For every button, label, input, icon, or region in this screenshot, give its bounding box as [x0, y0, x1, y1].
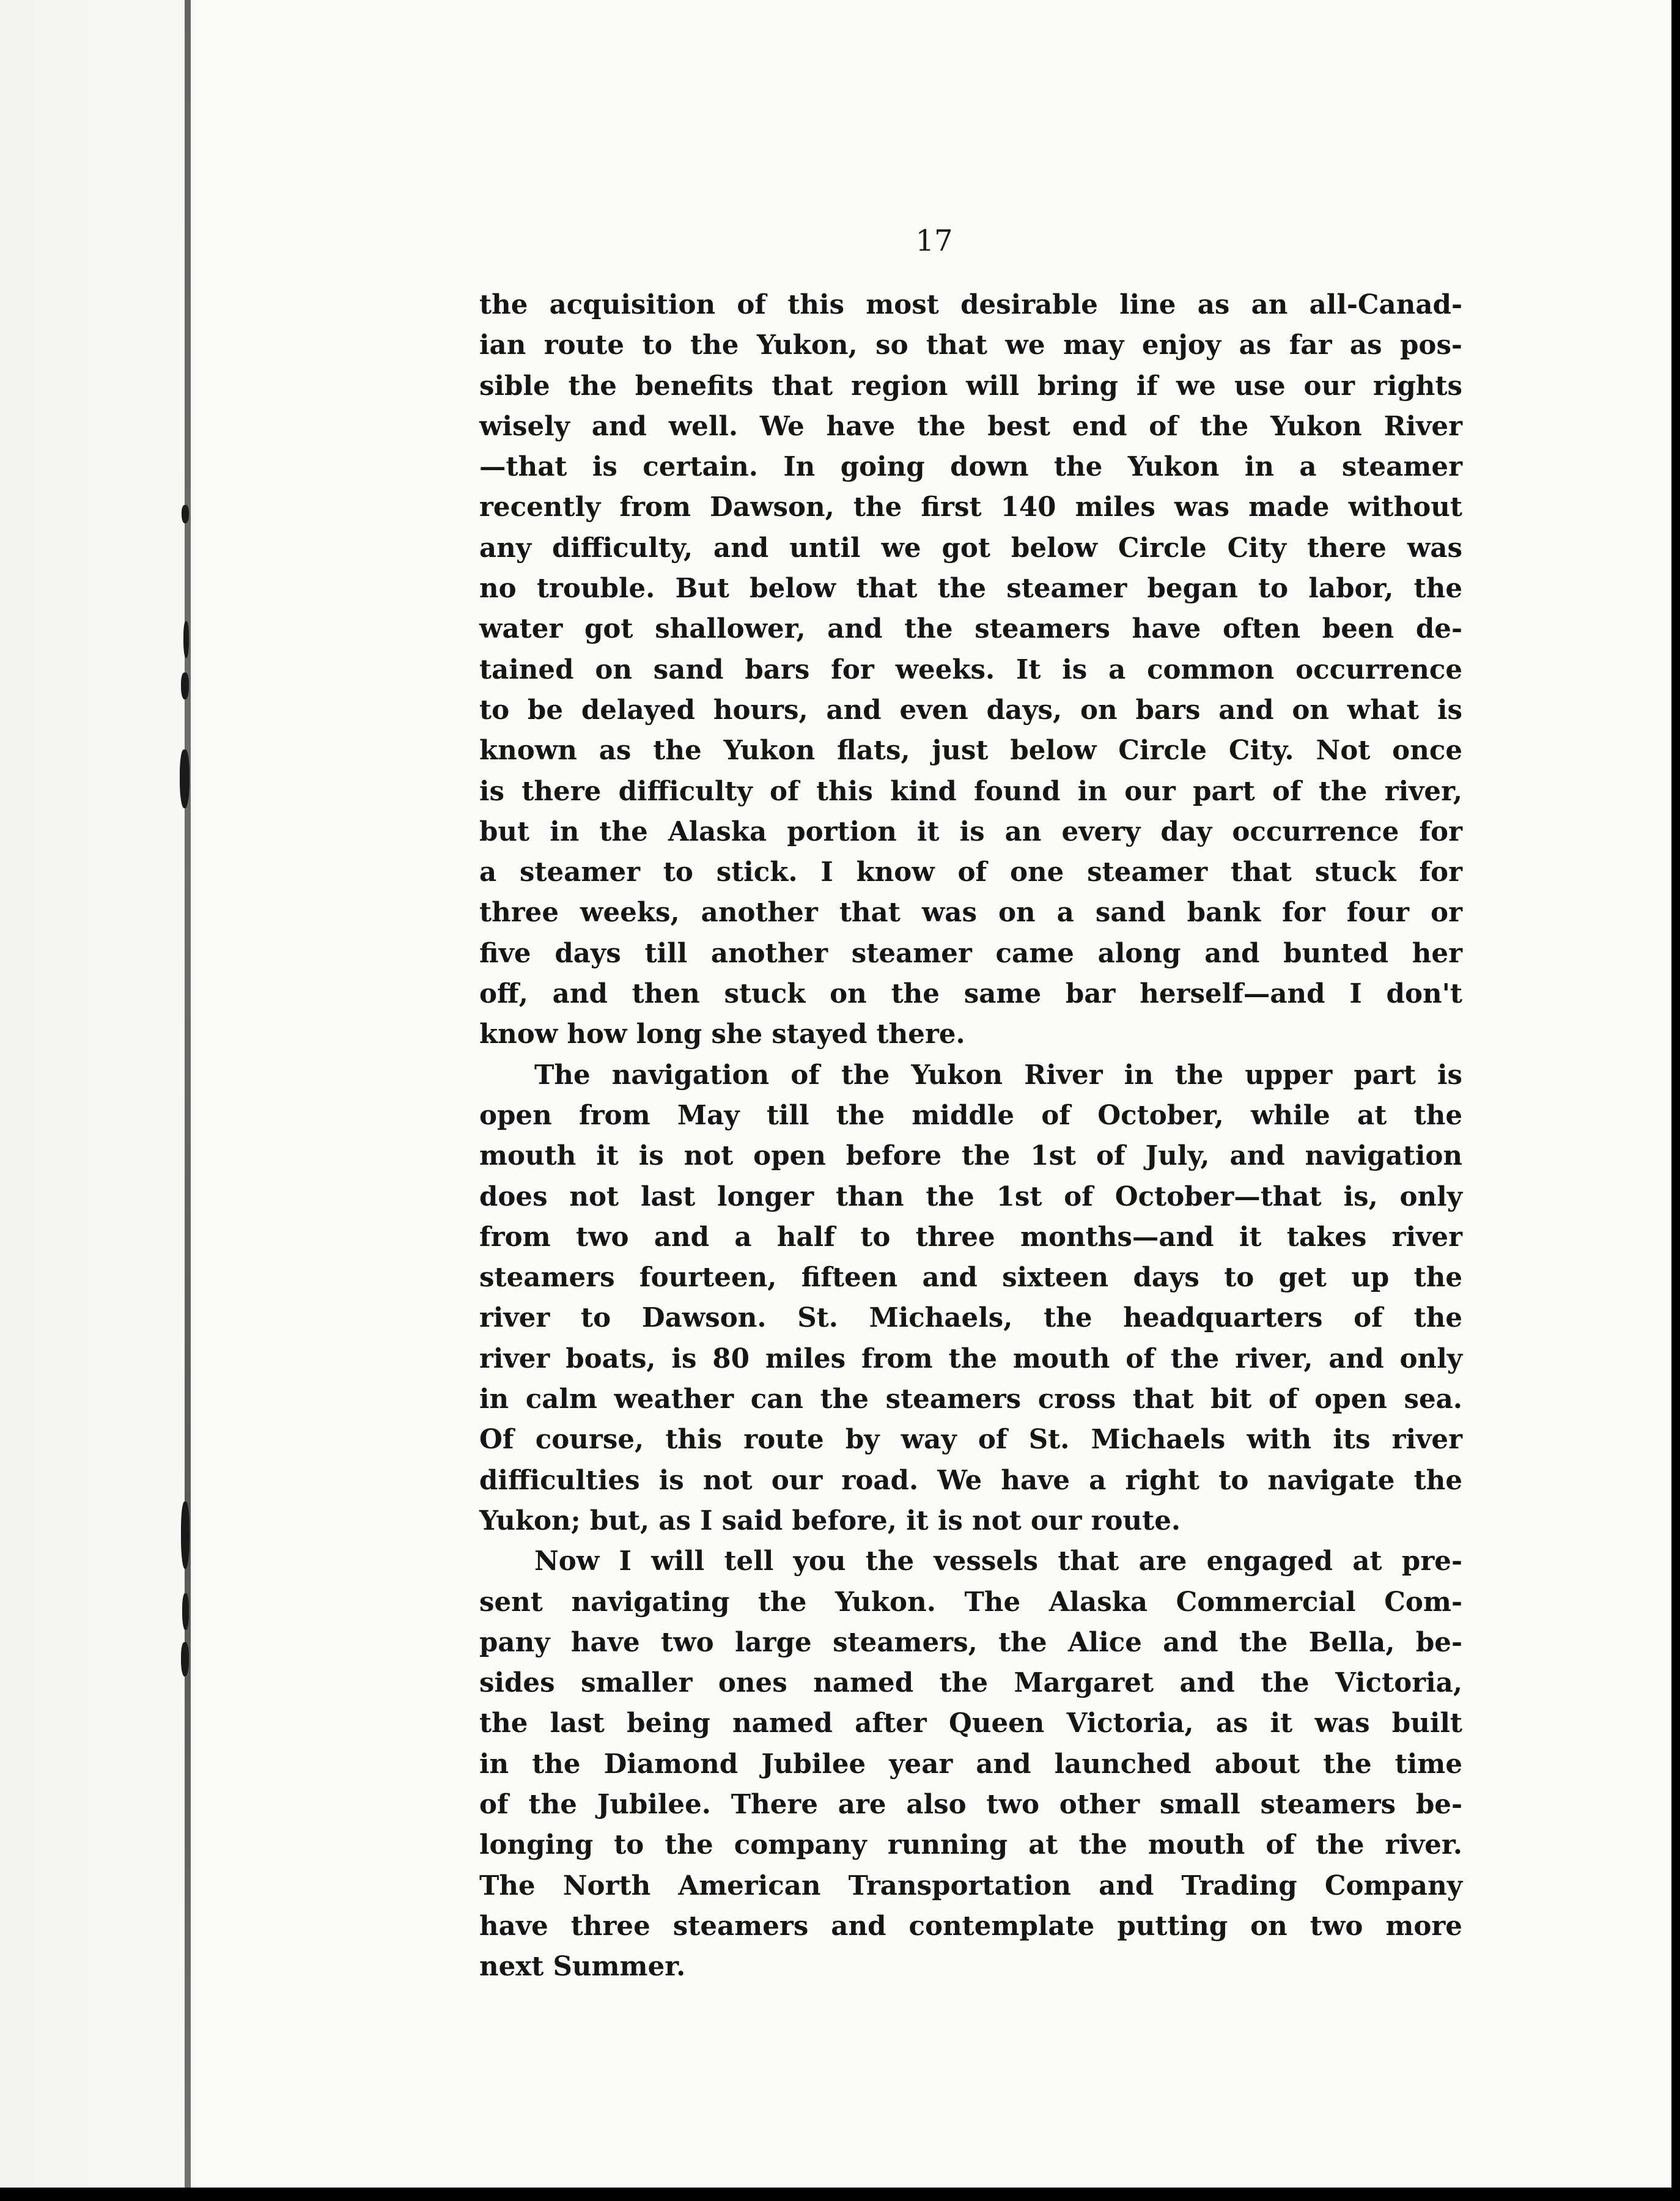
text-line: the acquisition of this most desirable line as an all-Canad- — [479, 289, 1462, 320]
text-line: three weeks, another that was on a sand bank for four or — [479, 897, 1462, 929]
text-line: open from May till the middle of October, while at the — [479, 1099, 1462, 1131]
text-line: pany have two large steamers, the Alice and the Bella, be- — [479, 1626, 1462, 1658]
binding-mark — [181, 1502, 190, 1569]
binding-mark — [183, 621, 189, 658]
text-line: in calm weather can the steamers cross that bit of open sea. — [479, 1384, 1462, 1415]
page-number: 17 — [915, 224, 953, 258]
text-line: is there difficulty of this kind found in our part of the river, — [479, 775, 1462, 807]
text-line: water got shallower, and the steamers have often been de- — [479, 613, 1462, 645]
text-line: Now I will tell you the vessels that are engaged at pre- — [534, 1546, 1462, 1577]
paragraph — [479, 1055, 1462, 1542]
text-line: —that is certain. In going down the Yukon in a steamer — [479, 451, 1462, 483]
page-gutter — [0, 0, 197, 2201]
text-line: The navigation of the Yukon River in the upper part is — [534, 1059, 1462, 1091]
text-line: wisely and well. We have the best end of the Yukon River — [479, 410, 1462, 442]
text-line: next Summer. — [479, 1951, 686, 1983]
body-text — [479, 285, 1462, 1987]
text-line: tained on sand bars for weeks. It is a common occurrence — [479, 654, 1462, 685]
text-line: sent navigating the Yukon. The Alaska Commercial Com- — [479, 1586, 1462, 1618]
text-line: steamers fourteen, fifteen and sixteen days to get up the — [479, 1262, 1462, 1294]
text-line: from two and a half to three months—and it takes river — [479, 1221, 1462, 1253]
text-line: ian route to the Yukon, so that we may enjoy as far as pos- — [479, 330, 1462, 361]
text-line: sible the benefits that region will bring if we use our rights — [479, 370, 1462, 402]
text-line: in the Diamond Jubilee year and launched about the time — [479, 1748, 1462, 1780]
text-line: difficulties is not our road. We have a right to navigate the — [479, 1464, 1462, 1496]
text-line: to be delayed hours, and even days, on bars and on what is — [479, 694, 1462, 726]
binding-mark — [182, 505, 189, 523]
text-line: recently from Dawson, the first 140 miles was made without — [479, 492, 1462, 523]
text-line: a steamer to stick. I know of one steamer that stuck for — [479, 857, 1462, 888]
text-line: of the Jubilee. There are also two other small steamers be- — [479, 1788, 1462, 1820]
text-line: river to Dawson. St. Michaels, the headquarters of the — [479, 1302, 1462, 1334]
text-line: Yukon; but, as I said before, it is not our route. — [479, 1505, 1181, 1536]
paragraph — [479, 1541, 1462, 1987]
text-line: sides smaller ones named the Margaret and the Victoria, — [479, 1667, 1462, 1699]
binding-mark — [182, 1593, 189, 1630]
text-line: the last being named after Queen Victoria, as it was built — [479, 1708, 1462, 1739]
text-line: mouth it is not open before the 1st of July, and navigation — [479, 1140, 1462, 1172]
text-line: no trouble. But below that the steamer began to labor, the — [479, 573, 1462, 605]
paragraph — [479, 285, 1462, 1055]
binding-mark — [180, 750, 190, 808]
text-line: any difficulty, and until we got below Circle City there was — [479, 532, 1462, 564]
text-line: known as the Yukon flats, just below Circle City. Not once — [479, 735, 1462, 767]
text-line: river boats, is 80 miles from the mouth of the river, and only — [479, 1343, 1462, 1374]
text-line: but in the Alaska portion it is an every day occurrence for — [479, 816, 1462, 847]
text-line: longing to the company running at the mouth of the river. — [479, 1829, 1462, 1861]
text-line: five days till another steamer came along and bunted her — [479, 937, 1462, 969]
binding-mark — [181, 1642, 189, 1676]
text-line: The North American Transportation and Trading Company — [479, 1870, 1462, 1901]
text-line: know how long she stayed there. — [479, 1019, 965, 1050]
binding-mark — [181, 673, 189, 699]
scan-border-bottom — [0, 2188, 1680, 2201]
text-line: does not last longer than the 1st of October—that is, only — [479, 1181, 1462, 1212]
text-line: have three steamers and contemplate putting on two more — [479, 1910, 1462, 1942]
text-line: off, and then stuck on the same bar herself—and I don't — [479, 978, 1462, 1010]
scan-border-right — [1671, 0, 1680, 2201]
page-edge-line — [185, 0, 191, 2201]
text-line: Of course, this route by way of St. Michaels with its river — [479, 1424, 1462, 1456]
